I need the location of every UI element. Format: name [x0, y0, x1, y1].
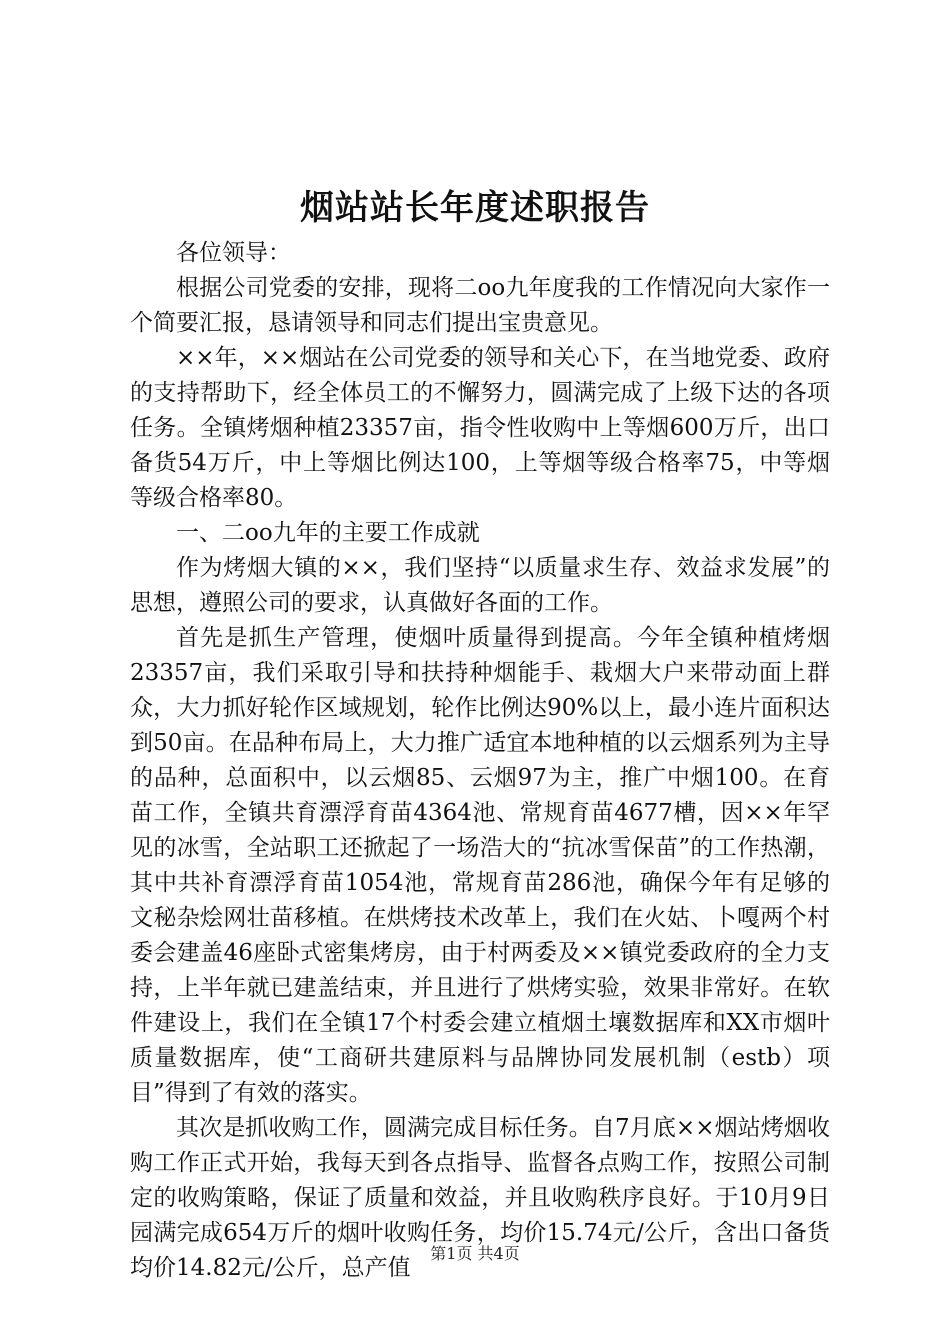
- salutation-paragraph: 各位领导：: [176, 240, 291, 266]
- body-paragraph: 其次是抓收购工作，圆满完成目标任务。自7月底××烟站烤烟收购工作正式开始，我每天到各点指导、监督各点购工作，按照公司制定的收购策略，保证了质量和效益，并且收购秩序良好。于10月9日园满完成654万斤的烟叶收购任务，均价15.74元/公斤，含出口备货均价14.82元/公斤，总产值: [130, 1115, 830, 1281]
- body-paragraph: 首先是抓生产管理，使烟叶质量得到提高。今年全镇种植烤烟23357亩，我们采取引导和扶持种烟能手、栽烟大户来带动面上群众，大力抓好轮作区域规划，轮作比例达90%以上，最小连片面积达到50亩。在品种布局上，大力推广适宜本地种植的以云烟系列为主导的品种，总面积中，以云烟85、云烟97为主，推广中烟100。在育苗工作，全镇共育漂浮育苗4364池、常规育苗4677槽，因××年罕见的冰雪，全站职工还掀起了一场浩大的“抗冰雪保苗”的工作热潮，其中共补育漂浮育苗1054池，常规育苗286池，确保今年有足够的文秘杂烩网壮苗移植。在烘烤技术改革上，我们在火姑、卜嘎两个村委会建盖46座卧式密集烤房，由于村两委及××镇党委政府的全力支持，上半年就已建盖结束，并且进行了烘烤实验，效果非常好。在软件建设上，我们在全镇17个村委会建立植烟土壤数据库和XX市烟叶质量数据库，使“工商研共建原料与品牌协同发展机制（estb）项目”得到了有效的落实。: [130, 625, 830, 1106]
- section-heading: 一、二oo九年的主要工作成就: [176, 520, 480, 546]
- document-title: 烟站站长年度述职报告: [300, 188, 650, 228]
- summary-paragraph: ××年，××烟站在公司党委的领导和关心下，在当地党委、政府的支持帮助下，经全体员工的不懈努力，圆满完成了上级下达的各项任务。全镇烤烟种植23357亩，指令性收购中上等烟600万斤，出口备货54万斤，中上等烟比例达100，上等烟等级合格率75，中等烟等级合格率80。: [130, 345, 830, 511]
- body-paragraph: 作为烤烟大镇的××，我们坚持“以质量求生存、效益求发展”的思想，遵照公司的要求，认真做好各面的工作。: [130, 555, 830, 616]
- document-body: [130, 236, 830, 1286]
- page-footer: 第1页 共4页: [430, 1244, 520, 1263]
- intro-paragraph: 根据公司党委的安排，现将二oo九年度我的工作情况向大家作一个简要汇报，恳请领导和同志们提出宝贵意见。: [130, 275, 830, 336]
